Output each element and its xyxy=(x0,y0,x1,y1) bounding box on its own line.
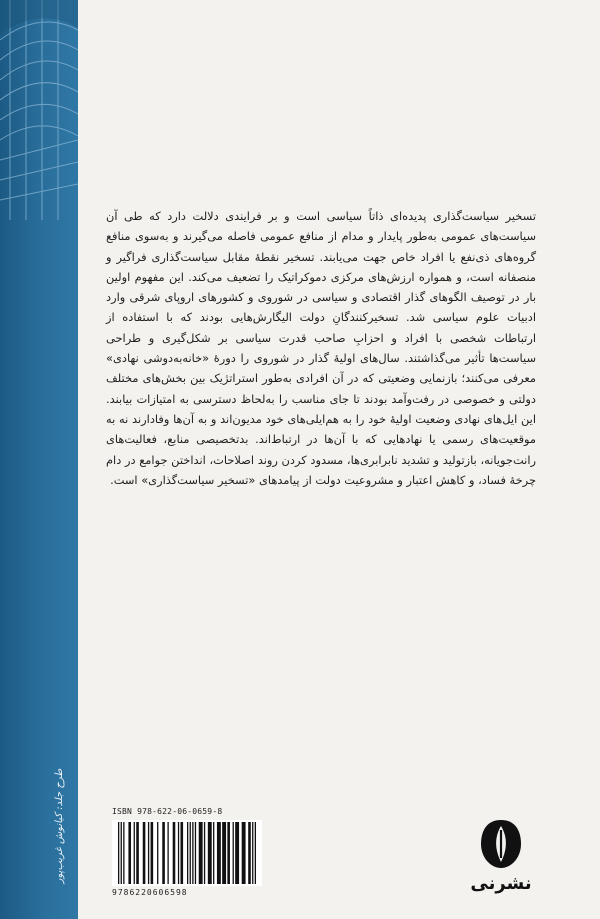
spine-caption: طرح جلد: کیانوش غریب‌پور xyxy=(54,768,65,884)
barcode-bar xyxy=(121,822,122,884)
barcode-bar xyxy=(162,822,165,884)
barcode-bar xyxy=(143,822,146,884)
barcode-bar xyxy=(151,822,154,884)
book-description: تسخیر سیاست‌گذاری پدیده‌ای ذاتاً سیاسی است و بر فرایندی دلالت دارد که طی آن سیاست‌های عمومی به‌طور پایدار و مدام از منافع عمومی فاصله می‌گیرند و به‌سوی منافع گروه‌های ذی‌نفع یا افراد خاص جهت می‌یابند. تسخیر نقطهٔ مقابل سیاست‌گذاری فراگیر و منصفانه است، و همواره ارزش‌های مرکزی دموکراتیک را تضعیف می‌کند. این مفهوم اولین بار در توصیف الگوهای گذار اقتصادی و سیاسی در شوروی و کشورهای اروپای شرقی وارد ادبیات علوم سیاسی شد. تسخیرکنندگانِ دولت الیگارش‌هایی بودند که با استفاده از ارتباطات شخصی با افراد و احزابِ صاحب قدرت سیاسی بر شکل‌گیری و طراحی سیاست‌ها تأثیر می‌گذاشتند. سال‌های اولیهٔ گذار در شوروی را دورهٔ «خانه‌به‌دوشی نهادی» معرفی می‌کنند؛ بازنمایی وضعیتی که در آن افرادی به‌طور استراتژیک بین بخش‌های مختلف دولتی و خصوصی در رفت‌وآمد بودند تا جای مناسب را به‌لحاظ دسترسی به امتیازات بیابند. این ایل‌های نهادی وضعیت اولیهٔ خود را به هم‌ایلی‌های خود مدیون‌اند و به آن‌ها وفادارند نه به موقعیت‌های رسمی یا نهادهایی که با آن‌ها در ارتباط‌اند. بدتخصیصی منابع، فعالیت‌های رانت‌جویانه، بازتولید و تشدید نابرابری‌ها، مسدود کردن روند اصلاحات، انداختن جوامع در دام چرخهٔ فساد، و کاهش اعتبار و مشروعیت دولت از پیامدهای «تسخیر سیاست‌گذاری» است. xyxy=(106,209,536,487)
barcode-bar xyxy=(213,822,214,884)
reed-flute-logo-icon xyxy=(478,818,524,870)
barcode-bar xyxy=(242,822,246,884)
barcode-bar xyxy=(190,822,191,884)
barcode-bar xyxy=(192,822,193,884)
barcode-bar xyxy=(187,822,188,884)
barcode-bar xyxy=(195,822,196,884)
barcode-bar xyxy=(123,822,124,884)
barcode-bar xyxy=(208,822,212,884)
barcode-bar xyxy=(255,822,256,884)
isbn-label: ISBN 978-622-06-0659-8 xyxy=(112,807,223,816)
isbn-barcode-block xyxy=(112,807,262,902)
barcode-bar xyxy=(252,822,253,884)
barcode-bar xyxy=(134,822,135,884)
spine-caption-wrap xyxy=(50,767,68,887)
publisher-logo xyxy=(466,818,536,900)
barcode-bar xyxy=(136,822,139,884)
barcode-bar xyxy=(128,822,131,884)
barcode-bar xyxy=(148,822,149,884)
barcode-bar xyxy=(235,822,239,884)
barcode-bar xyxy=(167,822,168,884)
barcode-bar xyxy=(227,822,230,884)
barcode-bar xyxy=(118,822,119,884)
barcode-digits: 9786220606598 xyxy=(112,888,188,897)
architecture-pattern-icon xyxy=(0,0,78,220)
barcode-bar xyxy=(157,822,158,884)
barcode-bar xyxy=(217,822,221,884)
barcode xyxy=(112,820,262,886)
barcode-bar xyxy=(233,822,234,884)
barcode-bar xyxy=(222,822,226,884)
barcode-bar xyxy=(173,822,176,884)
barcode-bar xyxy=(204,822,205,884)
barcode-bar xyxy=(248,822,251,884)
barcode-bar xyxy=(199,822,203,884)
publisher-name: نشرنی xyxy=(470,873,532,894)
spine-strip xyxy=(0,0,78,919)
barcode-bar xyxy=(180,822,183,884)
barcode-bar xyxy=(178,822,179,884)
